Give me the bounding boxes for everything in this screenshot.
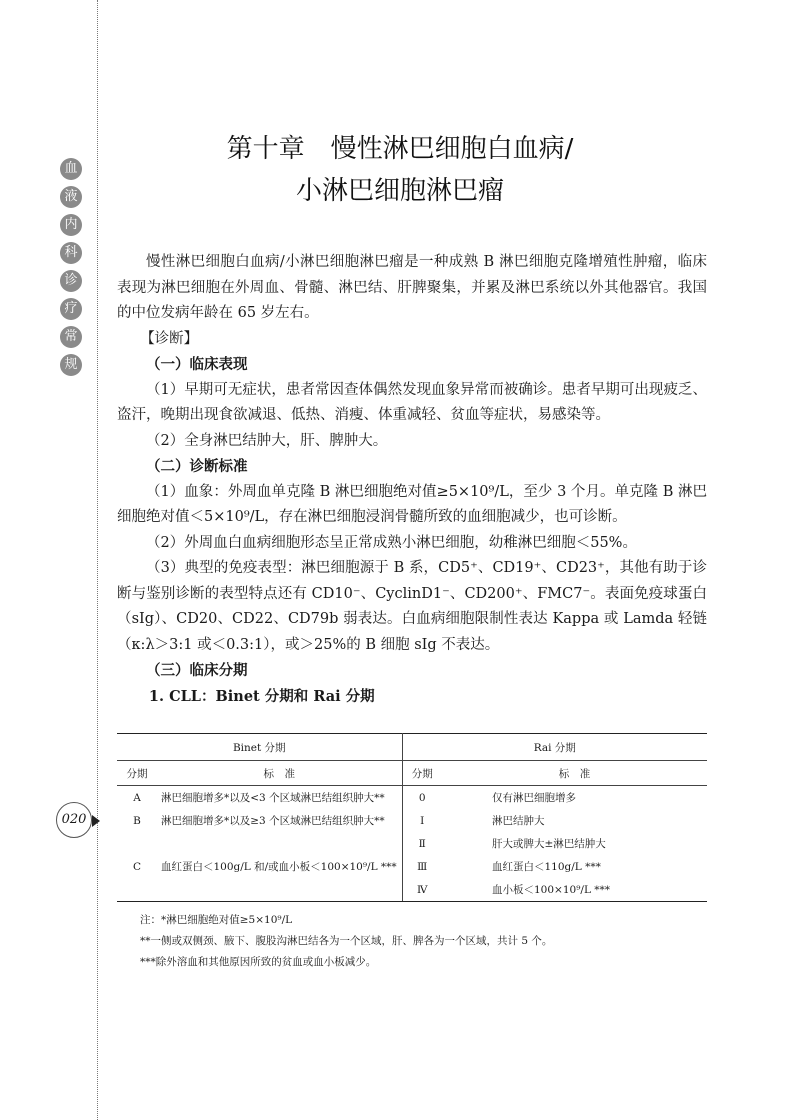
binet-criteria-cell: 淋巴细胞增多*以及<3 个区域淋巴结组织肿大** — [157, 786, 402, 810]
rai-criteria-cell: 仅有淋巴细胞增多 — [492, 792, 576, 804]
section-heading-criteria: （二）诊断标准 — [146, 458, 248, 475]
side-title-char: 科 — [60, 242, 82, 264]
table-row — [117, 809, 707, 832]
rai-stage-cell: Ⅰ — [420, 814, 425, 827]
rai-criteria-cell: 血小板＜100×10⁹/L *** — [442, 878, 707, 902]
main-content — [117, 250, 707, 709]
side-title-char: 规 — [60, 354, 82, 376]
side-title-char: 疗 — [60, 298, 82, 320]
rai-stage-cell: Ⅲ — [417, 860, 428, 873]
binet-stage-cell — [117, 832, 157, 855]
binet-criteria-cell — [157, 832, 402, 855]
binet-stage-cell: B — [133, 814, 141, 827]
col-criteria-header: 标 准 — [442, 761, 707, 786]
col-stage-header: 分期 — [402, 761, 442, 786]
page-marker-triangle-icon — [92, 815, 100, 827]
rai-stage-cell: 0 — [418, 791, 426, 804]
side-title-char: 常 — [60, 326, 82, 348]
chapter-title-line1: 第十章 慢性淋巴细胞白血病/ — [226, 134, 574, 164]
side-title-char: 血 — [60, 158, 82, 180]
side-title-char: 液 — [60, 186, 82, 208]
table-row — [117, 878, 707, 902]
staging-subheading: 1. CLL：Binet 分期和 Rai 分期 — [148, 687, 375, 705]
table-row — [117, 832, 707, 855]
diagnosis-heading: 【诊断】 — [140, 330, 199, 347]
binet-stage-cell: A — [133, 791, 141, 804]
binet-criteria-cell: 血红蛋白＜100g/L 和/或血小板＜100×10⁹/L *** — [157, 855, 402, 878]
section-heading-staging: （三）临床分期 — [146, 662, 248, 679]
intro-paragraph: 慢性淋巴细胞白血病/小淋巴细胞淋巴瘤是一种成熟 B 淋巴细胞克隆增殖性肿瘤，临床表现为淋巴细胞在外周血、骨髓、淋巴结、肝脾聚集，并累及淋巴系统以外其他器官。我国的中位发病年龄在 65 岁左右。 — [117, 254, 707, 321]
table-row — [117, 786, 707, 810]
binet-criteria-cell: 淋巴细胞增多*以及≥3 个区域淋巴结组织肿大** — [157, 809, 402, 832]
table-notes — [140, 910, 700, 973]
clinical-paragraph-1: （1）早期可无症状，患者常因查体偶然发现血象异常而被确诊。患者早期可出现疲乏、盗汗，晚期出现食欲减退、低热、消瘦、体重减轻、贫血等症状，易感染等。 — [117, 381, 707, 423]
binet-stage-cell: C — [132, 860, 142, 873]
side-title-char: 诊 — [60, 270, 82, 292]
margin-dotted-line — [97, 0, 98, 1120]
binet-criteria-cell — [157, 878, 402, 902]
staging-table — [117, 733, 707, 902]
rai-stage-cell: Ⅳ — [402, 878, 442, 902]
table-note: 注：*淋巴细胞绝对值≥5×10⁹/L — [140, 914, 293, 926]
rai-criteria-cell: 肝大或脾大±淋巴结肿大 — [492, 838, 606, 850]
col-stage-header: 分期 — [117, 761, 157, 786]
binet-stage-cell — [117, 878, 157, 902]
rai-header: Rai 分期 — [402, 734, 707, 761]
book-side-title — [60, 158, 84, 382]
binet-header: Binet 分期 — [117, 734, 402, 761]
chapter-title-line2: 小淋巴细胞淋巴瘤 — [295, 176, 504, 206]
criteria-paragraph-1: （1）血象：外周血单克隆 B 淋巴细胞绝对值≥5×10⁹/L，至少 3 个月。单克隆 B 淋巴细胞绝对值＜5×10⁹/L，存在淋巴细胞浸润骨髓所致的血细胞减少，也可诊断。 — [117, 483, 707, 525]
page-number: 020 — [56, 802, 92, 838]
clinical-paragraph-2: （2）全身淋巴结肿大，肝、脾肿大。 — [146, 432, 388, 449]
rai-criteria-cell: 血红蛋白＜110g/L *** — [492, 861, 601, 873]
rai-stage-cell: Ⅱ — [418, 837, 426, 850]
table-row — [117, 855, 707, 878]
side-title-char: 内 — [60, 214, 82, 236]
table-note: ***除外溶血和其他原因所致的贫血或血小板减少。 — [140, 956, 377, 968]
table-note: **一侧或双侧颈、腋下、腹股沟淋巴结各为一个区域，肝、脾各为一个区域，共计 5 个。 — [140, 935, 553, 947]
col-criteria-header: 标 准 — [157, 761, 402, 786]
rai-criteria-cell: 淋巴结肿大 — [492, 815, 545, 827]
criteria-paragraph-2: （2）外周血白血病细胞形态呈正常成熟小淋巴细胞，幼稚淋巴细胞＜55%。 — [146, 534, 637, 551]
criteria-paragraph-3: （3）典型的免疫表型：淋巴细胞源于 B 系，CD5⁺、CD19⁺、CD23⁺，其他有助于诊断与鉴别诊断的表型特点还有 CD10⁻、CyclinD1⁻、CD200⁺、FMC7⁻。表面免疫球蛋白（sIg）、CD20、CD22、CD79b 弱表达。白血病细胞限制性表达 Kappa 或 Lamda 轻链（κ:λ＞3:1 或＜0.3:1），或＞25%的 B 细胞 sIg 不表达。 — [117, 560, 707, 653]
section-heading-clinical: （一）临床表现 — [146, 356, 248, 373]
